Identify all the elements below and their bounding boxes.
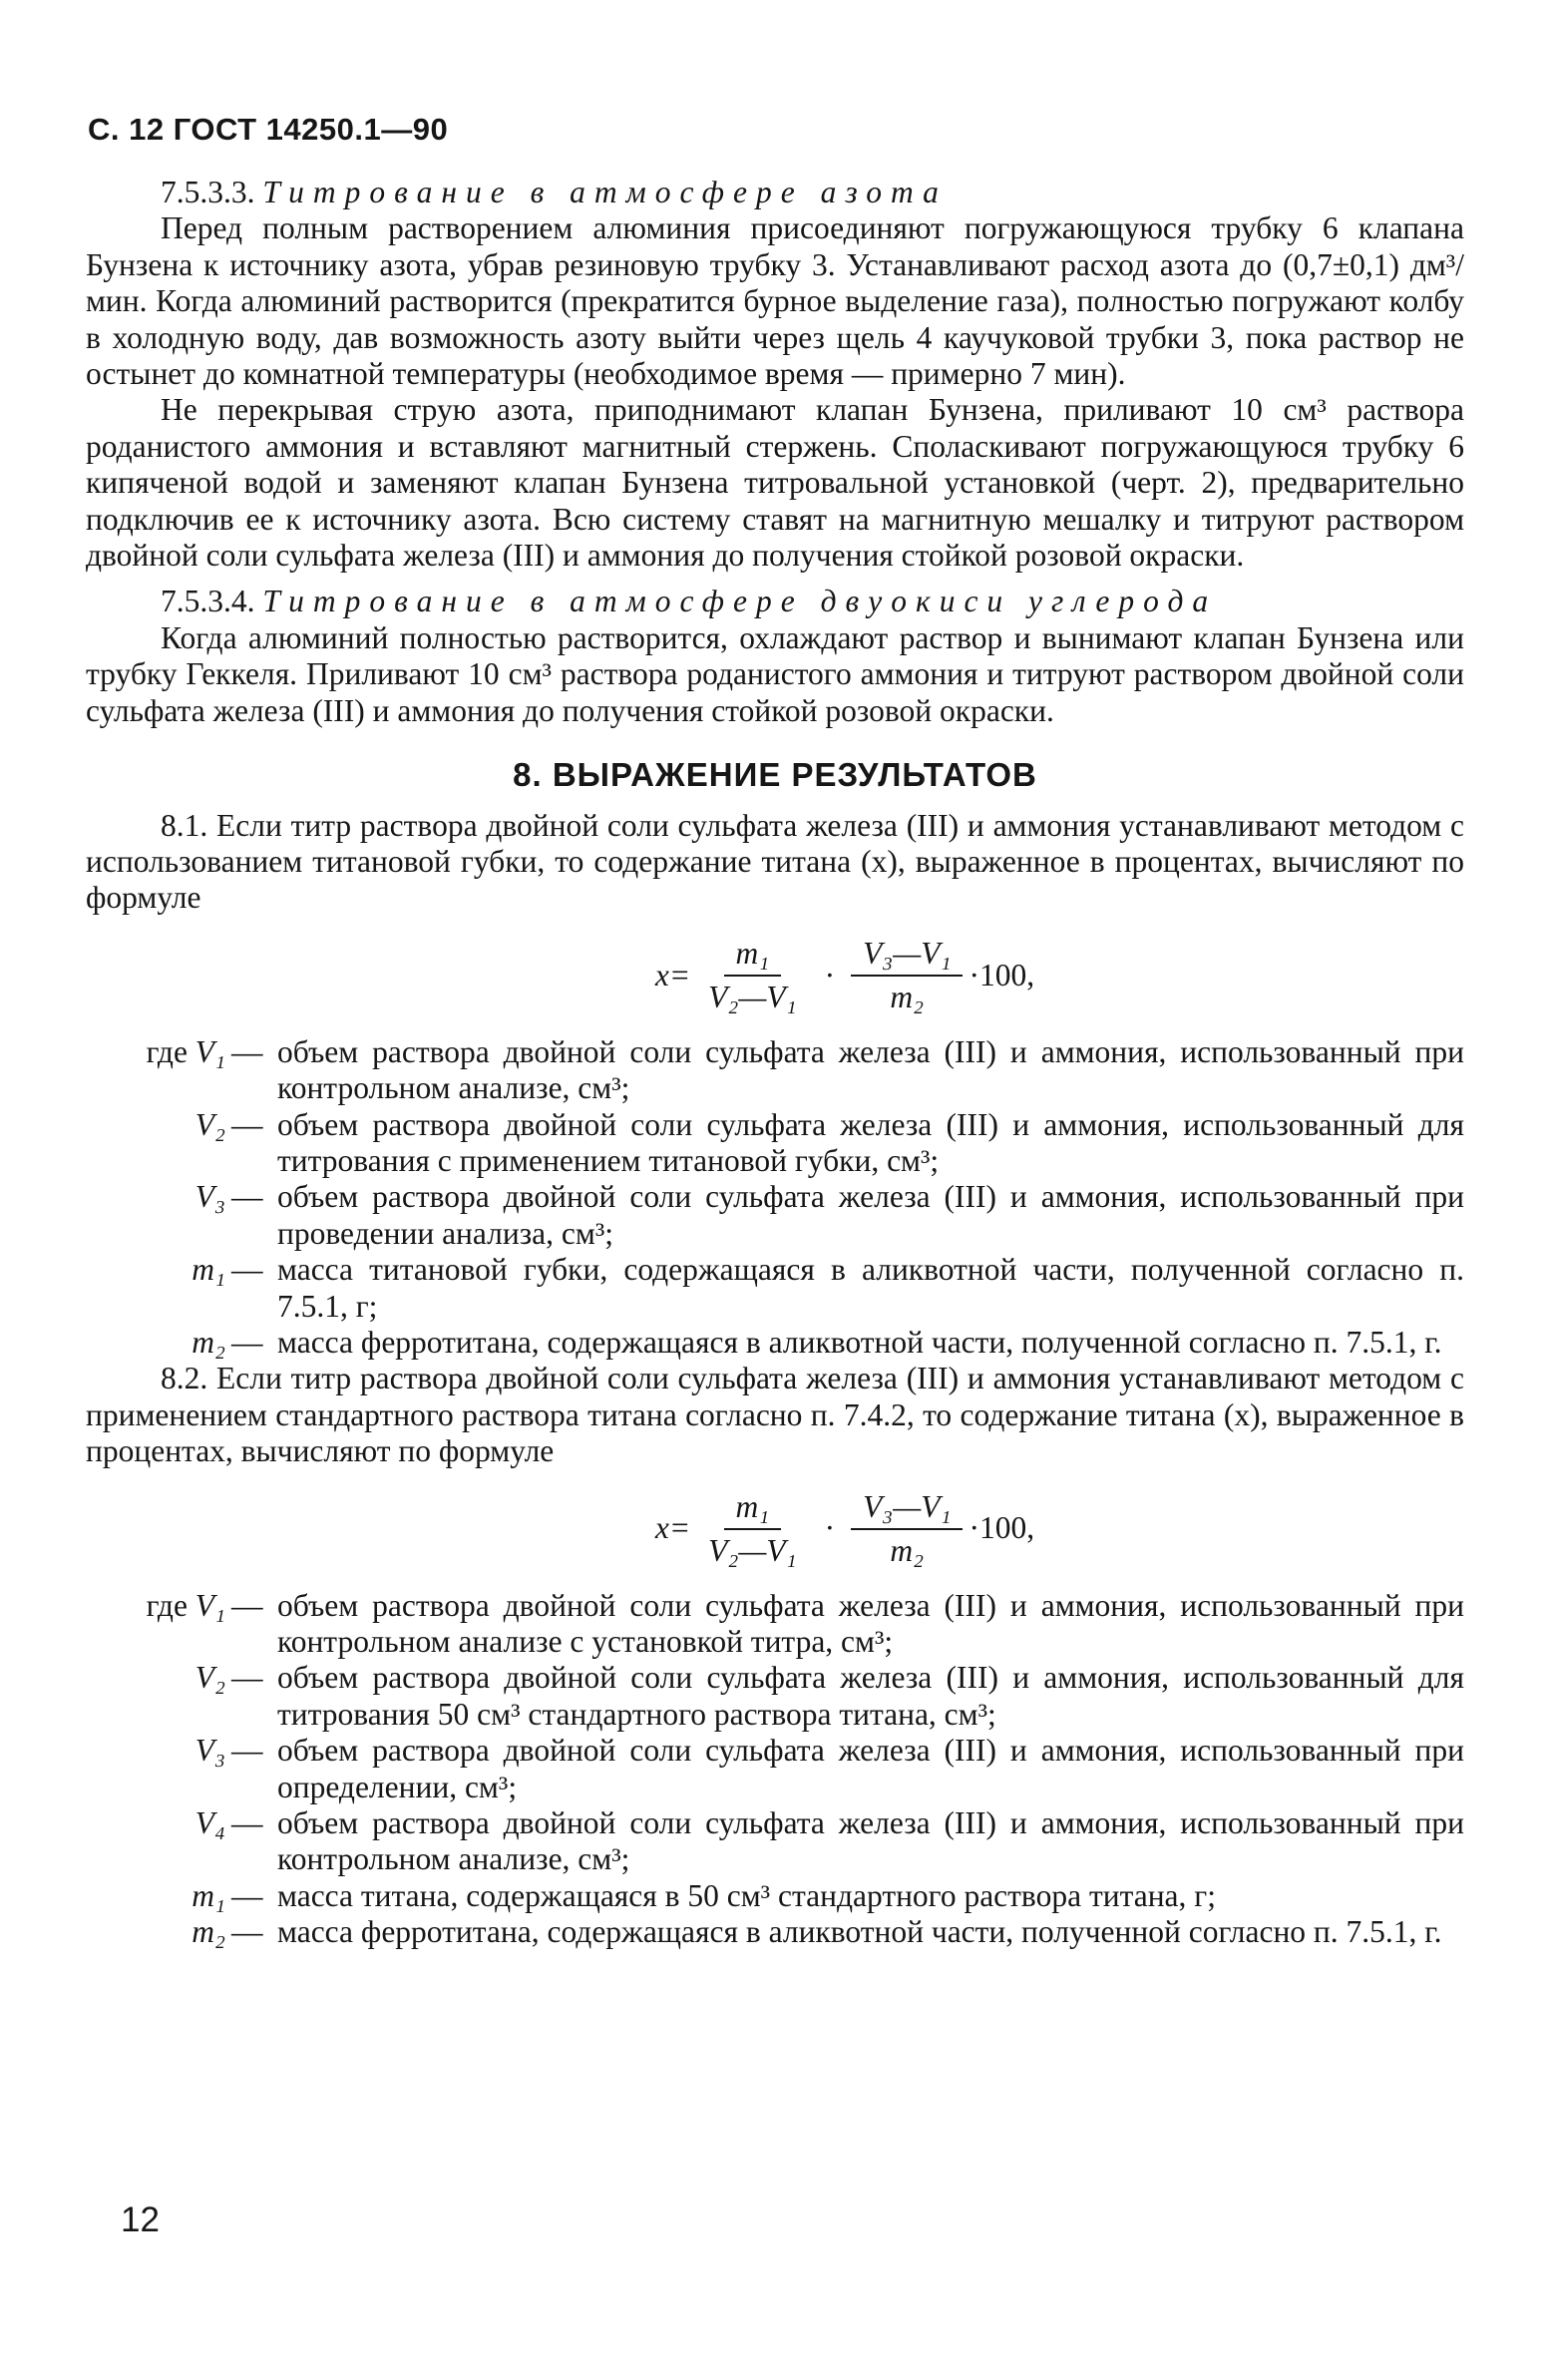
definition-symbol-cell [86,1179,231,1252]
definition-row [86,1805,1464,1878]
definition-row [86,1660,1464,1733]
definition-symbol-cell [86,1107,231,1180]
page-body [86,175,1464,1951]
numerator: V₃—V₁ [851,935,963,977]
definition-text: объем раствора двойной соли сульфата железа (III) и аммония, использованный при проведении анализа, см³; [277,1179,1464,1251]
section-heading: 8. ВЫРАЖЕНИЕ РЕЗУЛЬТАТОВ [513,756,1037,794]
page-header: С. 12 ГОСТ 14250.1—90 [88,112,449,147]
definitions-list-2 [86,1588,1464,1951]
formula-lhs: x= [654,957,691,992]
definition-dash: — [231,1805,263,1841]
definition-text: объем раствора двойной соли сульфата железа (III) и аммония, использованный при контрольном анализе, см³; [277,1805,1464,1877]
definition-dash: — [231,1914,263,1950]
definition-symbol-cell [86,1325,231,1361]
formula-tail: ·100, [968,957,1035,992]
subsection-title: Титрование в атмосфере двуокиси углерода [262,584,1218,619]
definition-symbol: V₂ [194,1660,225,1696]
numerator: m₁ [724,935,782,977]
definition-symbol: V₃ [194,1179,225,1215]
definition-prefix: где [146,1033,188,1069]
fraction [696,1488,808,1570]
definition-row [86,1733,1464,1805]
definition-symbol: V₄ [194,1805,225,1841]
definition-dash: — [231,1324,263,1360]
multiply-dot: · [824,957,836,992]
definition-row [86,1588,1464,1661]
paragraph-8-2: 8.2. Если титр раствора двойной соли сульфата железа (III) и аммония устанавливают методом с применением стандартного раствора титана согласно п. 7.4.2, то содержание титана (x), выраженное в процентах, вычисляют по формуле [86,1361,1464,1469]
definition-symbol-cell [86,1878,231,1914]
page-number: 12 [121,2200,160,2239]
formula-1 [225,921,1464,1030]
definition-symbol: V₂ [194,1106,225,1142]
definition-symbol-cell [86,1733,231,1805]
definition-text: масса ферротитана, содержащаяся в аликвотной части, полученной согласно п. 7.5.1, г. [277,1324,1442,1360]
definition-text: объем раствора двойной соли сульфата железа (III) и аммония, использованный при контрольном анализе, см³; [277,1033,1464,1106]
definition-row [86,1878,1464,1914]
definition-dash: — [231,1252,263,1288]
definition-row [86,1252,1464,1325]
definitions-list-1 [86,1034,1464,1362]
definition-symbol-cell [86,1252,231,1325]
multiply-dot: · [824,1510,836,1546]
formula-2 [225,1474,1464,1584]
fraction [696,935,808,1016]
numerator: m₁ [724,1488,782,1530]
definition-symbol-cell [86,1914,231,1950]
definition-text: масса титана, содержащаяся в 50 см³ стандартного раствора титана, г; [277,1877,1216,1913]
numerator: V₃—V₁ [851,1488,963,1530]
denominator: V₂—V₁ [708,979,797,1014]
definition-symbol: V₁ [194,1033,225,1069]
paragraph: Не перекрывая струю азота, приподнимают клапан Бунзена, приливают 10 см³ раствора роданистого аммония и вставляют магнитный стержень. Споласкивают погружающуюся трубку 6 кипяченой водой и заменяют клапан Бунзена титровальной установкой (черт. 2), предварительно подключив ее к источнику азота. Всю систему ставят на магнитную мешалку и титруют раствором двойной соли сульфата железа (III) и аммония до получения стойкой розовой окраски. [86,392,1464,574]
subsection-number: 7.5.3.3. [161,175,255,209]
definition-text: объем раствора двойной соли сульфата железа (III) и аммония, использованный для титрования с применением титановой губки, см³; [277,1106,1464,1178]
denominator: m₂ [890,979,925,1014]
definition-dash: — [231,1877,263,1913]
definition-text: масса ферротитана, содержащаяся в аликвотной части, полученной согласно п. 7.5.1, г. [277,1914,1442,1950]
subsection-title: Титрование в атмосфере азота [262,175,948,209]
definition-dash: — [231,1106,263,1142]
definition-symbol: V₃ [194,1733,225,1769]
definition-symbol-cell [86,1805,231,1878]
definition-symbol: m₂ [192,1324,225,1360]
formula-tail: ·100, [968,1510,1035,1546]
subsection-number: 7.5.3.4. [161,584,255,619]
definition-symbol: m₁ [192,1252,225,1288]
definition-dash: — [231,1733,263,1769]
definition-row [86,1034,1464,1107]
definition-symbol-cell [86,1588,231,1661]
fraction [851,935,963,1016]
definition-row [86,1325,1464,1361]
definition-dash: — [231,1179,263,1215]
paragraph: Перед полным растворением алюминия присоединяют погружающуюся трубку 6 клапана Бунзена к источнику азота, убрав резиновую трубку 3. Устанавливают расход азота до (0,7±0,1) дм³/мин. Когда алюминий растворится (прекратится бурное выделение газа), полностью погружают колбу в холодную воду, дав возможность азоту выйти через щель 4 каучуковой трубки 3, пока раствор не остынет до комнатной температуры (необходимое время — примерно 7 мин). [86,210,1464,392]
denominator: V₂—V₁ [708,1532,797,1568]
denominator: m₂ [890,1532,925,1568]
fraction [851,1488,963,1570]
subsection-7-5-3-3-title [86,175,1464,210]
definition-symbol: m₁ [192,1877,225,1913]
definition-text: объем раствора двойной соли сульфата железа (III) и аммония, использованный для титрования 50 см³ стандартного раствора титана, см³; [277,1660,1464,1732]
definition-symbol-cell [86,1034,231,1107]
definition-symbol: V₁ [194,1587,225,1623]
definition-dash: — [231,1033,263,1069]
definition-text: масса титановой губки, содержащаяся в аликвотной части, полученной согласно п. 7.5.1, г; [277,1252,1464,1324]
definition-text: объем раствора двойной соли сульфата железа (III) и аммония, использованный при определении, см³; [277,1733,1464,1804]
definition-text: объем раствора двойной соли сульфата железа (III) и аммония, использованный при контрольном анализе с установкой титра, см³; [277,1587,1464,1659]
formula-lhs: x= [654,1510,691,1546]
paragraph: Когда алюминий полностью растворится, охлаждают раствор и вынимают клапан Бунзена или трубку Геккеля. Приливают 10 см³ раствора роданистого аммония и титруют раствором двойной соли сульфата железа (III) и аммония до получения стойкой розовой окраски. [86,619,1464,728]
definition-prefix: где [146,1587,188,1623]
definition-symbol-cell [86,1660,231,1733]
definition-row [86,1914,1464,1950]
definition-row [86,1107,1464,1180]
definition-row [86,1179,1464,1252]
paragraph-8-1: 8.1. Если титр раствора двойной соли сульфата железа (III) и аммония устанавливают методом с использованием титановой губки, то содержание титана (x), выраженное в процентах, вычисляют по формуле [86,807,1464,916]
definition-dash: — [231,1587,263,1623]
subsection-7-5-3-4-title [86,584,1464,619]
definition-dash: — [231,1660,263,1696]
definition-symbol: m₂ [192,1914,225,1950]
